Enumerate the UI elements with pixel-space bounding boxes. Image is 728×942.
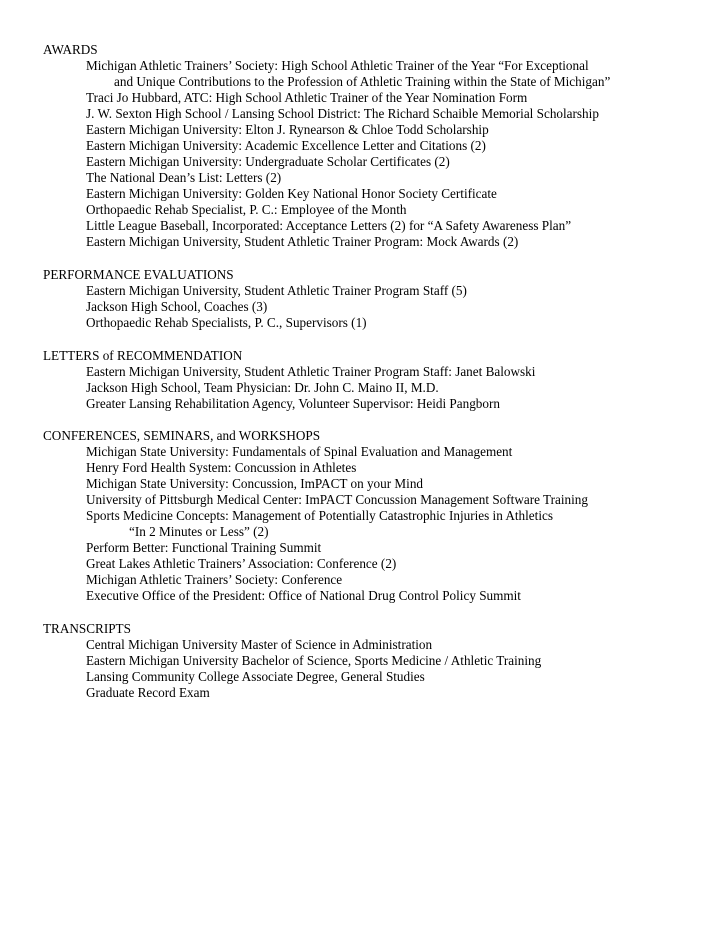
list-item: Henry Ford Health System: Concussion in Athletes: [86, 460, 357, 475]
list-item: Greater Lansing Rehabilitation Agency, Volunteer Supervisor: Heidi Pangborn: [86, 396, 500, 411]
list-item: Eastern Michigan University: Undergraduate Scholar Certificates (2): [86, 154, 450, 169]
list-item: Eastern Michigan University Bachelor of Science, Sports Medicine / Athletic Training: [86, 653, 542, 668]
list-item: [43, 508, 713, 540]
list-item: Michigan State University: Fundamentals of Spinal Evaluation and Management: [86, 444, 513, 459]
list-item: J. W. Sexton High School / Lansing School District: The Richard Schaible Memorial Scholarship: [86, 106, 599, 121]
letters-heading: LETTERS of RECOMMENDATION: [43, 348, 243, 363]
list-item: Michigan Athletic Trainers’ Society: Conference: [86, 572, 343, 587]
list-item: Traci Jo Hubbard, ATC: High School Athletic Trainer of the Year Nomination Form: [86, 90, 528, 105]
list-item: Graduate Record Exam: [86, 685, 210, 700]
list-item: Orthopaedic Rehab Specialist, P. C.: Employee of the Month: [86, 202, 407, 217]
list-item: University of Pittsburgh Medical Center: ImPACT Concussion Management Software Training: [86, 492, 588, 507]
letters-section: [43, 348, 713, 412]
list-item-continuation: and Unique Contributions to the Profession of Athletic Training within the State of Michigan”: [114, 74, 611, 89]
list-item-continuation: “In 2 Minutes or Less” (2): [129, 524, 269, 539]
awards-section: [43, 42, 713, 250]
conferences-heading: CONFERENCES, SEMINARS, and WORKSHOPS: [43, 428, 321, 443]
list-item: Central Michigan University Master of Science in Administration: [86, 637, 433, 652]
list-item: Lansing Community College Associate Degree, General Studies: [86, 669, 425, 684]
list-item: Eastern Michigan University: Academic Excellence Letter and Citations (2): [86, 138, 486, 153]
list-item: Little League Baseball, Incorporated: Acceptance Letters (2) for “A Safety Awareness Plan”: [86, 218, 572, 233]
awards-heading: AWARDS: [43, 42, 98, 57]
list-item: [43, 58, 713, 90]
list-item: Great Lakes Athletic Trainers’ Association: Conference (2): [86, 556, 397, 571]
evaluations-section: [43, 267, 713, 331]
list-item: Executive Office of the President: Office of National Drug Control Policy Summit: [86, 588, 521, 603]
list-item: Eastern Michigan University: Elton J. Rynearson & Chloe Todd Scholarship: [86, 122, 489, 137]
transcripts-section: [43, 621, 713, 701]
list-item: Orthopaedic Rehab Specialists, P. C., Supervisors (1): [86, 315, 367, 330]
list-item: The National Dean’s List: Letters (2): [86, 170, 282, 185]
list-item: Jackson High School, Coaches (3): [86, 299, 268, 314]
list-item: Jackson High School, Team Physician: Dr. John C. Maino II, M.D.: [86, 380, 439, 395]
list-item: Eastern Michigan University: Golden Key National Honor Society Certificate: [86, 186, 497, 201]
list-item: Eastern Michigan University, Student Athletic Trainer Program: Mock Awards (2): [86, 234, 519, 249]
list-item-line: Michigan Athletic Trainers’ Society: High School Athletic Trainer of the Year “For Exceptional: [86, 58, 589, 73]
transcripts-heading: TRANSCRIPTS: [43, 621, 131, 636]
list-item: Eastern Michigan University, Student Athletic Trainer Program Staff: Janet Balowski: [86, 364, 536, 379]
list-item: Eastern Michigan University, Student Athletic Trainer Program Staff (5): [86, 283, 467, 298]
list-item-line: Sports Medicine Concepts: Management of Potentially Catastrophic Injuries in Athletics: [86, 508, 553, 523]
conferences-section: [43, 428, 713, 604]
list-item: Perform Better: Functional Training Summit: [86, 540, 322, 555]
evaluations-heading: PERFORMANCE EVALUATIONS: [43, 267, 234, 282]
list-item: Michigan State University: Concussion, ImPACT on your Mind: [86, 476, 424, 491]
